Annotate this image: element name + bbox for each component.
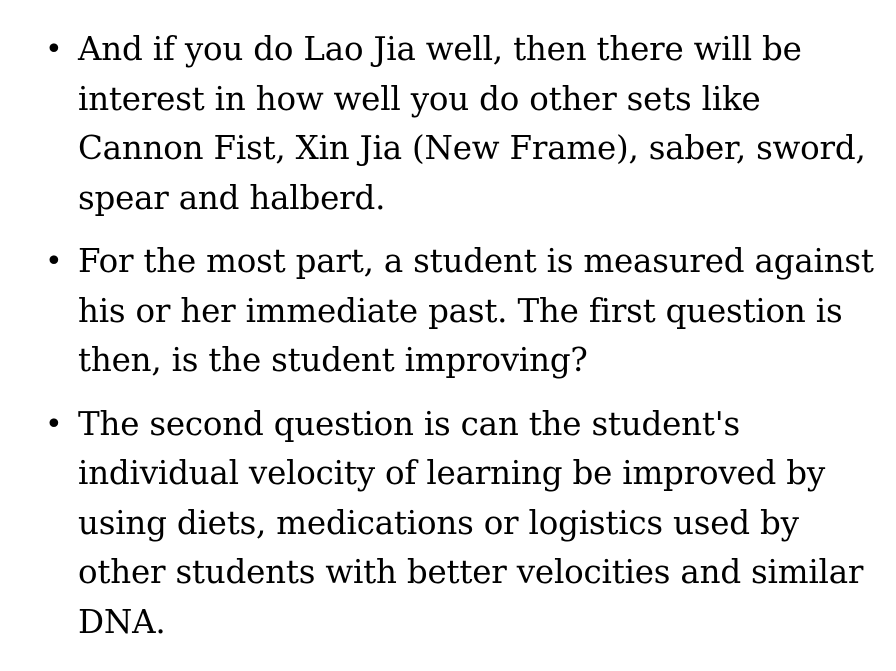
- bullet-text: For the most part, a student is measured against his or her immediate past. The first question is then, is the student improving?: [78, 242, 874, 379]
- bullet-item: [45, 400, 875, 648]
- bullet-marker: •: [45, 244, 63, 279]
- bullet-list: [45, 25, 875, 661]
- bullet-text: The second question is can the student's individual velocity of learning be improved by using diets, medications or logistics used by other students with better velocities and similar DNA.: [78, 404, 864, 641]
- bullet-item: [45, 237, 875, 386]
- bullet-marker: •: [45, 406, 63, 442]
- bullet-marker: •: [45, 32, 63, 67]
- bullet-text: And if you do Lao Jia well, then there will be interest in how well you do other sets like Cannon Fist, Xin Jia (New Frame), saber, sword, spear and halberd.: [78, 30, 866, 217]
- bullet-item: [45, 25, 875, 223]
